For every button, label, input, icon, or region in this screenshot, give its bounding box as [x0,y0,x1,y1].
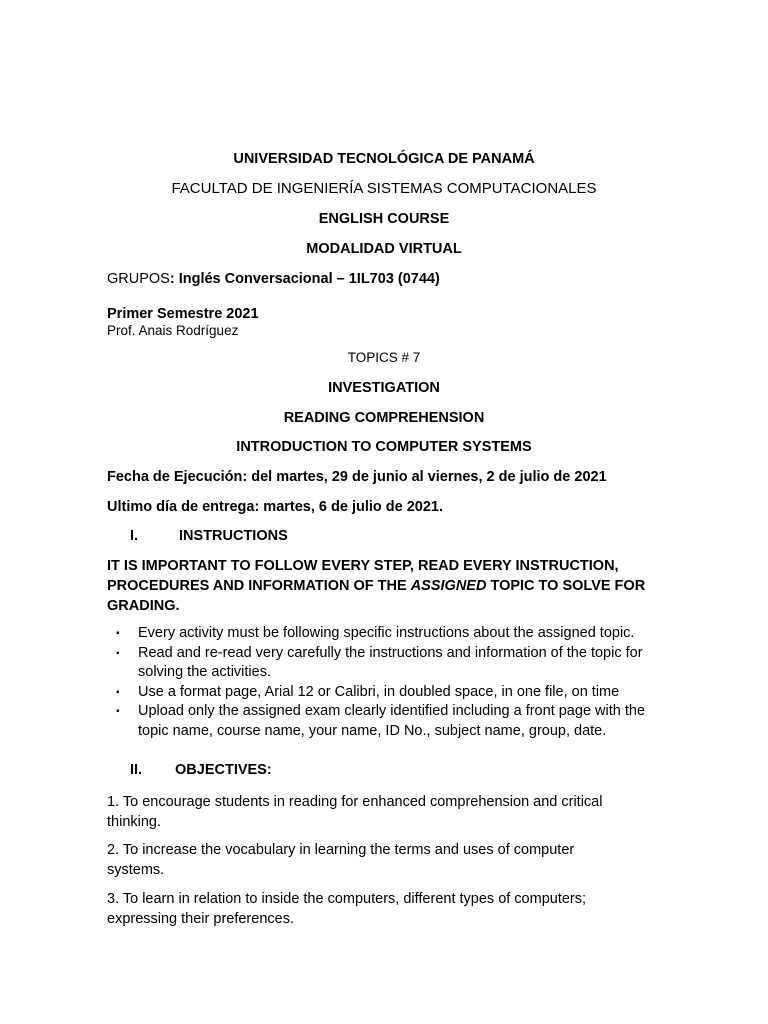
objectives-numeral: II. [130,762,143,778]
delivery-deadline: Ultimo día de entrega: martes, 6 de julio de 2021. [107,499,444,515]
topics-line-1: INVESTIGATION [328,380,440,396]
important-notice-part-2: TOPIC TO SOLVE FOR GRADING. [107,578,646,614]
list-item [107,702,667,741]
objective-item-1: 1. To encourage students in reading for enhanced comprehension and critical thinking. [107,794,603,830]
square-bullet-icon: ▪ [116,628,120,639]
modality-title: MODALIDAD VIRTUAL [306,241,462,257]
list-item [107,683,667,703]
groups-value: : Inglés Conversacional – 1IL703 (0744) [169,271,440,287]
topics-line-2: READING COMPREHENSION [283,410,485,426]
square-bullet-icon: ▪ [116,647,120,659]
list-item [107,644,667,683]
university-title: UNIVERSIDAD TECNOLÓGICA DE PANAMÁ [233,151,535,167]
list-item-text: Every activity must be following specific instructions about the assigned topic. [138,625,635,641]
objective-item-2: 2. To increase the vocabulary in learning the terms and uses of computer systems. [107,842,575,878]
square-bullet-icon: ▪ [116,686,120,698]
topics-line-3: INTRODUCTION TO COMPUTER SYSTEMS [236,439,532,455]
list-item [107,624,667,644]
topics-number: TOPICS # 7 [347,350,421,365]
groups-label: GRUPOS [107,271,170,287]
instructions-list [107,624,667,741]
instructions-heading: INSTRUCTIONS [179,528,288,544]
objectives-heading: OBJECTIVES: [175,762,272,778]
instructions-numeral: I. [130,528,139,544]
faculty-title: FACULTAD DE INGENIERÍA SISTEMAS COMPUTACIONALES [171,180,597,197]
course-title: ENGLISH COURSE [318,211,450,227]
list-item-text: Use a format page, Arial 12 or Calibri, in doubled space, in one file, on time [138,683,620,700]
important-notice-emphasis: ASSIGNED [410,578,487,594]
objective-item-3: 3. To learn in relation to inside the computers, different types of computers; expressing their preferences. [107,891,587,927]
execution-date: Fecha de Ejecución: del martes, 29 de junio al viernes, 2 de julio de 2021 [107,469,607,485]
square-bullet-icon: ▪ [116,706,120,717]
important-notice [107,556,667,616]
professor: Prof. Anais Rodríguez [107,323,239,338]
list-item-text: Read and re-read very carefully the instructions and information of the topic for solving the activities. [138,644,643,680]
list-item-text: Upload only the assigned exam clearly identified including a front page with the topic name, course name, your name, ID No., subject name, group, date. [138,703,646,739]
groups-line [107,270,440,288]
important-notice-part-1: IT IS IMPORTANT TO FOLLOW EVERY STEP, READ EVERY INSTRUCTION, PROCEDURES AND INFORMATION OF THE [107,558,619,594]
semester: Primer Semestre 2021 [107,306,259,322]
